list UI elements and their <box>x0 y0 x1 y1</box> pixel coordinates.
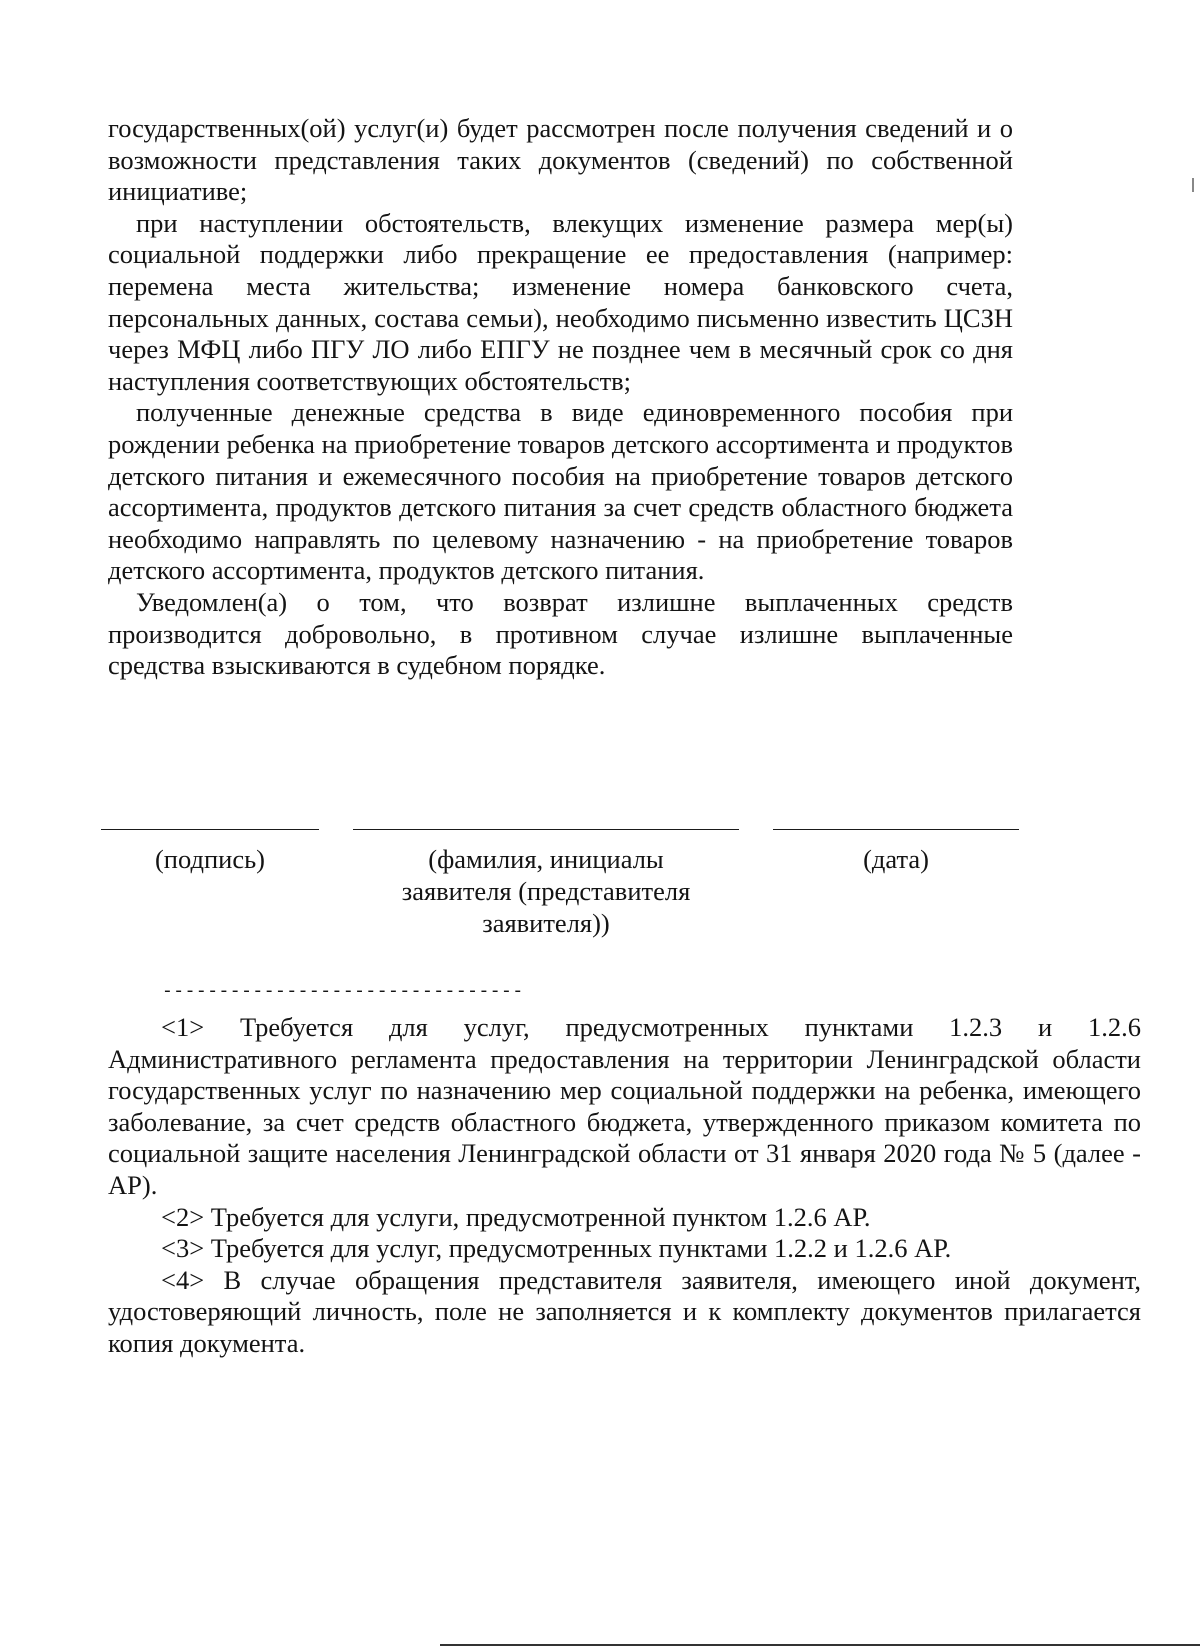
paragraph-funds-purpose: полученные денежные средства в виде единовременного пособия при рождении ребенка на приобретение товаров детского ассортимента и продуктов детского питания и ежемесячного пособия на приобретение товаров детского ассортимента, продуктов детского питания за счет средств областного бюджета необходимо направлять по целевому назначению - на приобретение товаров детского ассортимента, продуктов детского питания. <box>108 397 1013 586</box>
main-text-block <box>108 113 1013 682</box>
paragraph-continuation: государственных(ой) услуг(и) будет рассмотрен после получения сведений и о возможности представления таких документов (сведений) по собственной инициативе; <box>108 113 1013 207</box>
signature-line <box>101 829 319 830</box>
name-caption-line-3: заявителя)) <box>482 908 610 938</box>
paragraph-circumstances-change: при наступлении обстоятельств, влекущих изменение размера мер(ы) социальной поддержки либо прекращение ее предоставления (например: перемена места жительства; изменение номера банковского счета, персональных данных, состава семьи), необходимо письменно известить ЦСЗН через МФЦ либо ПГУ ЛО либо ЕПГУ не позднее чем в месячный срок со дня наступления соответствующих обстоятельств; <box>108 207 1013 396</box>
date-caption: (дата) <box>863 844 929 874</box>
paragraph-notification: Уведомлен(а) о том, что возврат излишне выплаченных средств производится добровольно, в противном случае излишне выплаченные средства взыскиваются в судебном порядке. <box>108 586 1013 681</box>
name-line <box>353 829 739 830</box>
date-line <box>773 829 1019 830</box>
footnotes-block <box>108 1012 1141 1360</box>
name-caption-line-1: (фамилия, инициалы <box>428 844 664 874</box>
footnote-2: <2> Требуется для услуги, предусмотренной пунктом 1.2.6 АР. <box>161 1201 871 1232</box>
footnote-1: <1> Требуется для услуг, предусмотренных пунктами 1.2.3 и 1.2.6 Административного регламента предоставления на территории Ленинградской области государственных услуг по назначению мер социальной поддержки на ребенка, имеющего заболевание, за счет средств областного бюджета, утвержденного приказом комитета по социальной защите населения Ленинградской области от 31 января 2020 года № 5 (далее - АР). <box>108 1012 1141 1200</box>
page-bottom-rule <box>440 1644 1200 1646</box>
name-caption <box>360 843 732 939</box>
signature-caption: (подпись) <box>154 844 265 874</box>
footnote-3: <3> Требуется для услуг, предусмотренных пунктами 1.2.2 и 1.2.6 АР. <box>161 1233 952 1264</box>
footnote-4: <4> В случае обращения представителя заявителя, имеющего иной документ, удостоверяющий личность, поле не заполняется и к комплекту документов прилагается копия документа. <box>108 1264 1141 1358</box>
footnote-separator: -------------------------------- <box>162 982 524 1002</box>
name-caption-line-2: заявителя (представителя <box>401 876 691 906</box>
scan-edge-mark <box>1192 178 1194 192</box>
